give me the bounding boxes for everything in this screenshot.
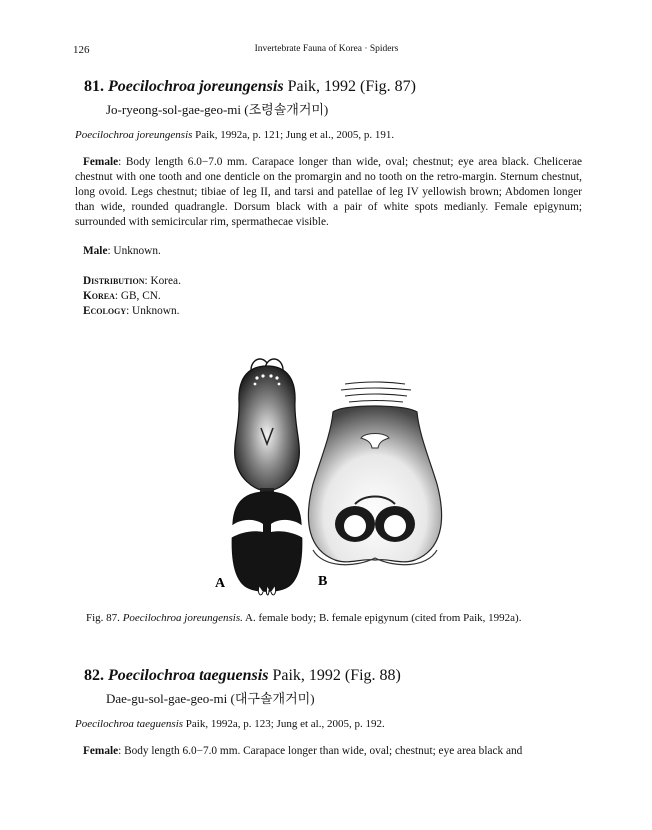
male-description [83, 245, 161, 257]
korea-localities [83, 290, 161, 302]
ecology-text: : Unknown. [126, 305, 180, 317]
korea-label: Korea [83, 290, 115, 302]
korean-name: Jo-ryeong-sol-gae-geo-mi (조령솔개거미) [106, 102, 329, 117]
korean-name: Dae-gu-sol-gae-geo-mi (대구솔개거미) [106, 691, 315, 706]
species-heading [84, 78, 416, 96]
female-text: : Body length 6.0−7.0 mm. Carapace longer than wide, oval; chestnut; eye area black and [118, 745, 523, 757]
female-body-drawing [229, 359, 305, 595]
citation-species: Poecilochroa taeguensis [75, 718, 184, 730]
korea-text: : GB, CN. [114, 290, 161, 302]
distribution [83, 275, 181, 287]
species-name: Poecilochroa taeguensis [108, 667, 269, 684]
female-label: Female [83, 156, 119, 168]
female-label: Female [83, 745, 119, 757]
figure-caption [86, 612, 521, 624]
female-description [83, 745, 522, 757]
ecology [83, 305, 179, 317]
female-description [75, 155, 582, 230]
species-number: 82. [84, 667, 104, 684]
species-author: Paik, 1992 (Fig. 87) [287, 78, 417, 95]
ecology-label: Ecology [83, 305, 127, 317]
figure-label-a: A [215, 576, 226, 591]
species-author: Paik, 1992 (Fig. 88) [272, 667, 401, 684]
page-header [73, 44, 580, 60]
distribution-text: : Korea. [144, 275, 181, 287]
caption-text: A. female body; B. female epigynum (cited from Paik, 1992a). [245, 612, 522, 624]
citation-species: Poecilochroa joreungensis [75, 129, 193, 141]
running-title: Invertebrate Fauna of Korea · Spiders [254, 44, 399, 54]
figure-illustration [205, 354, 455, 600]
caption-prefix: Fig. 87. [86, 612, 120, 624]
distribution-label: Distribution [83, 275, 145, 287]
figure-label-b: B [318, 574, 328, 589]
male-text: : Unknown. [107, 245, 161, 257]
citation-references: Paik, 1992a, p. 121; Jung et al., 2005, p. 191. [195, 129, 395, 141]
species-heading [84, 667, 401, 685]
caption-species: Poecilochroa joreungensis. [122, 612, 243, 624]
synonymy-citation [75, 129, 580, 141]
species-name: Poecilochroa joreungensis [108, 78, 284, 95]
female-text: : Body length 6.0−7.0 mm. Carapace longer than wide, oval; chestnut; eye area black. Chelicerae chestnut with one tooth and one denticle on the promargin and no tooth on the retro-margin. Sternum chestnut, long ovoid. Legs chestnut; tibiae of leg II, and tarsi and patellae of leg IV yellowish brown; Abdomen longer than wide, rounded quadrangle. Dorsum black with a pair of white spots medianly. Female epigynum; surrounded with semicircular rim, spermathecae visible. [75, 156, 582, 228]
page-number: 126 [73, 44, 90, 56]
synonymy-citation [75, 718, 580, 730]
species-number: 81. [84, 78, 104, 95]
citation-references: Paik, 1992a, p. 123; Jung et al., 2005, p. 192. [185, 718, 385, 730]
figure-87 [205, 354, 455, 600]
male-label: Male [83, 245, 108, 257]
epigynum-drawing [308, 382, 441, 565]
